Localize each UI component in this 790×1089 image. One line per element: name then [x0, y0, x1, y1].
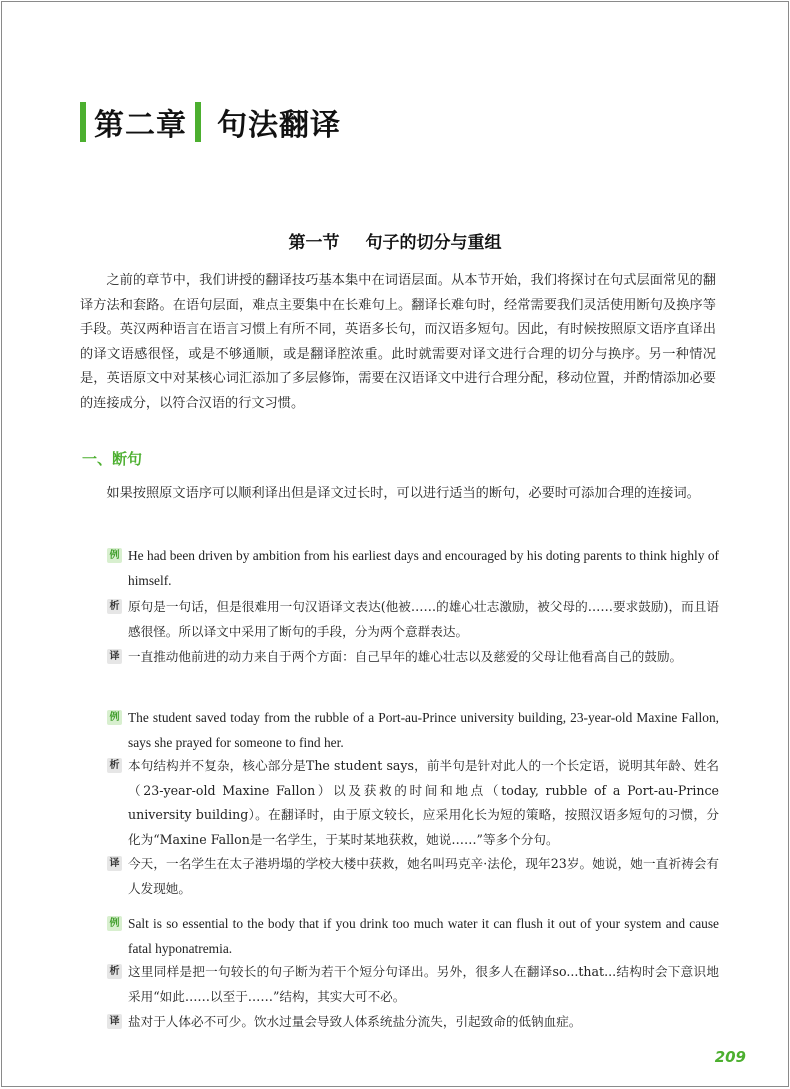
- example-tag: 例: [107, 710, 122, 725]
- translation-2: [107, 852, 719, 901]
- translation-tag: 译: [107, 649, 122, 664]
- analysis-tag: 析: [107, 964, 122, 979]
- example-tag: 例: [107, 548, 122, 563]
- subsection-heading: 一、断句: [82, 450, 143, 468]
- translation-1: [107, 645, 719, 670]
- example-sentence: The student saved today from the rubble of a Port-au-Prince university building, 23-year-old Maxine Fallon, says she prayed for someone to find her.: [128, 710, 719, 750]
- analysis-2: [107, 754, 719, 852]
- subsection-intro: 如果按照原文语序可以顺利译出但是译文过长时，可以进行适当的断句，必要时可添加合理的连接词。: [106, 486, 700, 501]
- example-2: [107, 706, 719, 755]
- book-page: [1, 1, 789, 1087]
- example-3: [107, 912, 719, 961]
- translation-3: [107, 1010, 719, 1035]
- intro-paragraph: 之前的章节中，我们讲授的翻译技巧基本集中在词语层面。从本节开始，我们将探讨在句式层面常见的翻译方法和套路。在语句层面，难点主要集中在长难句上。翻译长难句时，经常需要我们灵活使用断句及换序等手段。英汉两种语言在语言习惯上有所不同，英语多长句，而汉语多短句。因此，有时候按照原文语序直译出的译文语感很怪，或是不够通顺，或是翻译腔浓重。此时就需要对译文进行合理的切分与换序。另一种情况是，英语原文中对某核心词汇添加了多层修饰，需要在汉语译文中进行合理分配，移动位置，并酌情添加必要的连接成分，以符合汉语的行文习惯。: [80, 273, 716, 411]
- translation-text: 盐对于人体必不可少。饮水过量会导致人体系统盐分流失，引起致命的低钠血症。: [128, 1014, 582, 1029]
- translation-tag: 译: [107, 1014, 122, 1029]
- analysis-tag: 析: [107, 599, 122, 614]
- section-title: 句子的切分与重组: [365, 233, 502, 253]
- section-number: 第一节: [288, 233, 340, 253]
- example-sentence: Salt is so essential to the body that if you drink too much water it can flush it out of your system and cause fatal hyponatremia.: [128, 916, 719, 956]
- chapter-heading: [80, 98, 341, 146]
- chapter-right-bar: [195, 102, 201, 142]
- chapter-number-box: [86, 100, 195, 144]
- analysis-1: [107, 595, 719, 644]
- analysis-text: 原句是一句话，但是很难用一句汉语译文表达(他被……的雄心壮志激励，被父母的……要求鼓励)，而且语感很怪。所以译文中采用了断句的手段，分为两个意群表达。: [128, 599, 719, 639]
- example-sentence: He had been driven by ambition from his earliest days and encouraged by his doting parents to think highly of himself.: [128, 548, 719, 588]
- translation-text: 今天，一名学生在太子港坍塌的学校大楼中获救，她名叫玛克辛·法伦，现年23岁。她说，她一直祈祷会有人发现她。: [128, 856, 719, 896]
- chapter-title: 句法翻译: [217, 108, 341, 143]
- chapter-number: 第二章: [94, 108, 187, 143]
- analysis-3: [107, 960, 719, 1009]
- translation-tag: 译: [107, 856, 122, 871]
- analysis-text: 本句结构并不复杂，核心部分是The student says，前半句是针对此人的一个长定语，说明其年龄、姓名（23-year-old Maxine Fallon）以及获救的时间和地点（today, rubble of a Port-au-Prince university building）。在翻译时，由于原文较长，应采用化长为短的策略，按照汉语多短句的习惯，分化为“Maxine Fallon是一名学生，于某时某地获救，她说……”等多个分句。: [128, 758, 719, 847]
- example-1: [107, 544, 719, 593]
- example-tag: 例: [107, 916, 122, 931]
- translation-text: 一直推动他前进的动力来自于两个方面：自己早年的雄心壮志以及慈爱的父母让他看高自己的鼓励。: [128, 649, 683, 664]
- section-heading: [2, 228, 788, 253]
- page-number: 209: [714, 1048, 746, 1066]
- analysis-text: 这里同样是把一句较长的句子断为若干个短分句译出。另外，很多人在翻译so...that...结构时会下意识地采用“如此……以至于……”结构，其实大可不必。: [128, 964, 719, 1004]
- analysis-tag: 析: [107, 758, 122, 773]
